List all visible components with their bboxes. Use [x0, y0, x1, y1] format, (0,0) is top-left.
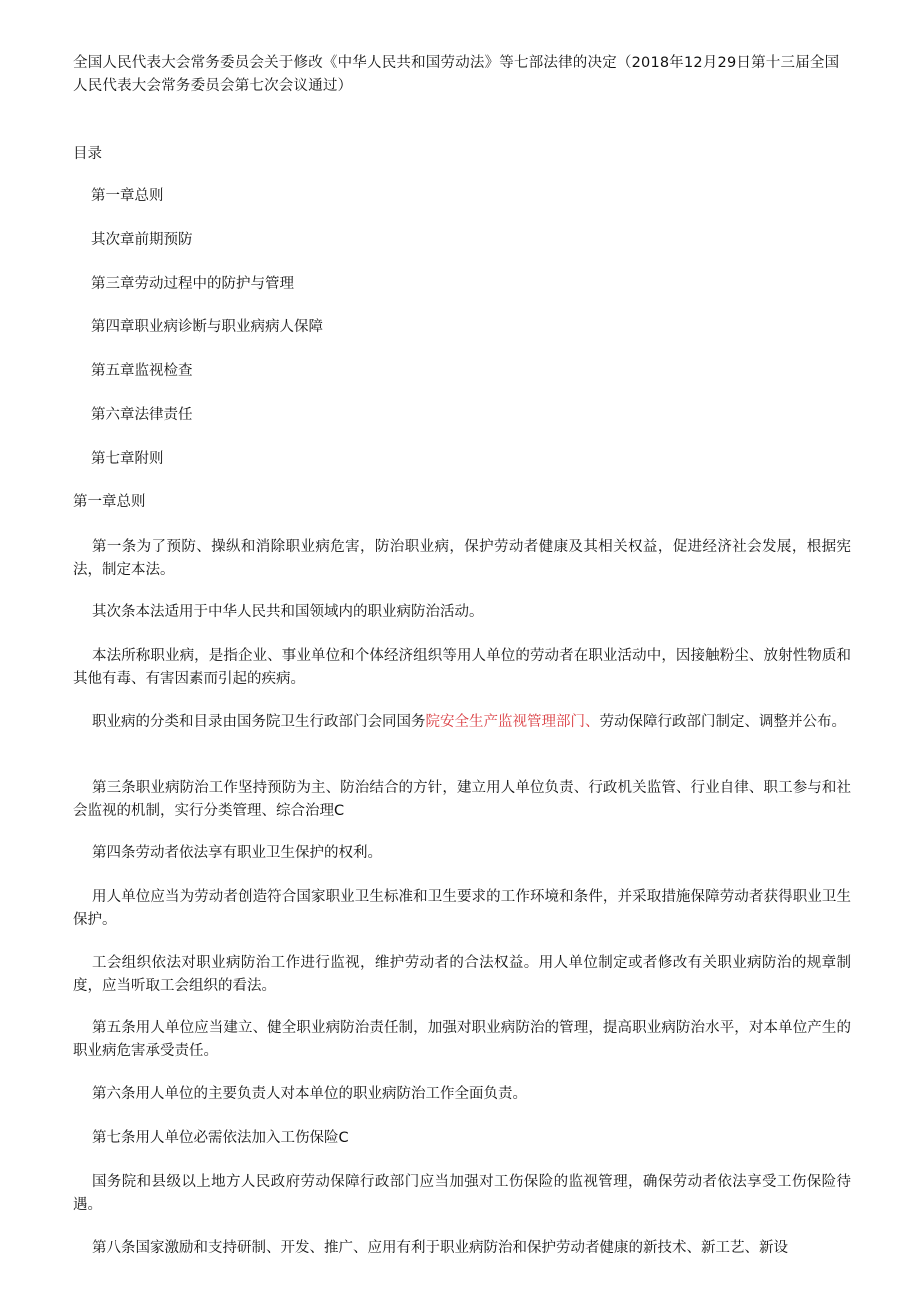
- article-3-paragraph: 第三条职业病防治工作坚持预防为主、防治结合的方针，建立用人单位负责、行政机关监管、行业自律、职工参与和社会监视的机制，实行分类管理、综合治理C: [73, 780, 851, 819]
- document-title: 全国人民代表大会常务委员会关于修改《中华人民共和国劳动法》等七部法律的决定（2018年12月29日第十三届全国人民代表大会常务委员会第七次会议通过）: [73, 55, 840, 94]
- classification-text-after: 劳动保障行政部门制定、调整并公布。: [599, 714, 846, 730]
- trade-union-paragraph: 工会组织依法对职业病防治工作进行监视，维护劳动者的合法权益。用人单位制定或者修改有关职业病防治的规章制度，应当听取工会组织的看法。: [73, 955, 851, 994]
- classification-paragraph: [73, 711, 851, 734]
- employer-obligation-paragraph: 用人单位应当为劳动者创造符合国家职业卫生标准和卫生要求的工作环境和条件，并采取措施保障劳动者获得职业卫生保护。: [73, 889, 851, 928]
- toc-item-chapter-4: 第四章职业病诊断与职业病病人保障: [91, 319, 323, 335]
- highlighted-text: 院安全生产监视管理部门、: [425, 714, 600, 730]
- article-6-paragraph: 第六条用人单位的主要负责人对本单位的职业病防治工作全面负责。: [92, 1086, 527, 1102]
- toc-item-chapter-7: 第七章附则: [91, 451, 164, 467]
- toc-item-chapter-6: 第六章法律责任: [91, 407, 193, 423]
- article-1-paragraph: 第一条为了预防、操纵和消除职业病危害，防治职业病，保护劳动者健康及其相关权益，促进经济社会发展，根据宪法，制定本法。: [73, 539, 851, 578]
- work-injury-insurance-paragraph: 国务院和县级以上地方人民政府劳动保障行政部门应当加强对工伤保险的监视管理，确保劳动者依法享受工伤保险待遇。: [73, 1174, 851, 1213]
- chapter-1-heading: 第一章总则: [73, 494, 146, 510]
- toc-heading: 目录: [73, 146, 102, 162]
- toc-item-chapter-2: 其次章前期预防: [91, 232, 193, 248]
- classification-text-before: 职业病的分类和目录由国务院卫生行政部门会同国务: [92, 714, 426, 730]
- toc-item-chapter-3: 第三章劳动过程中的防护与管理: [91, 276, 294, 292]
- article-5-paragraph: 第五条用人单位应当建立、健全职业病防治责任制，加强对职业病防治的管理，提高职业病防治水平，对本单位产生的职业病危害承受责任。: [73, 1020, 851, 1059]
- toc-item-chapter-1: 第一章总则: [91, 188, 164, 204]
- article-8-paragraph: 第八条国家激励和支持研制、开发、推广、应用有利于职业病防治和保护劳动者健康的新技术、新工艺、新设: [92, 1240, 788, 1256]
- article-4-paragraph: 第四条劳动者依法享有职业卫生保护的权利。: [92, 845, 382, 861]
- toc-item-chapter-5: 第五章监视检查: [91, 363, 193, 379]
- article-7-paragraph: 第七条用人单位必需依法加入工伤保险C: [92, 1130, 349, 1146]
- article-2-paragraph: 其次条本法适用于中华人民共和国领域内的职业病防治活动。: [92, 604, 484, 620]
- occupational-disease-definition-paragraph: 本法所称职业病，是指企业、事业单位和个体经济组织等用人单位的劳动者在职业活动中，因接触粉尘、放射性物质和其他有毒、有害因素而引起的疾病。: [73, 648, 851, 687]
